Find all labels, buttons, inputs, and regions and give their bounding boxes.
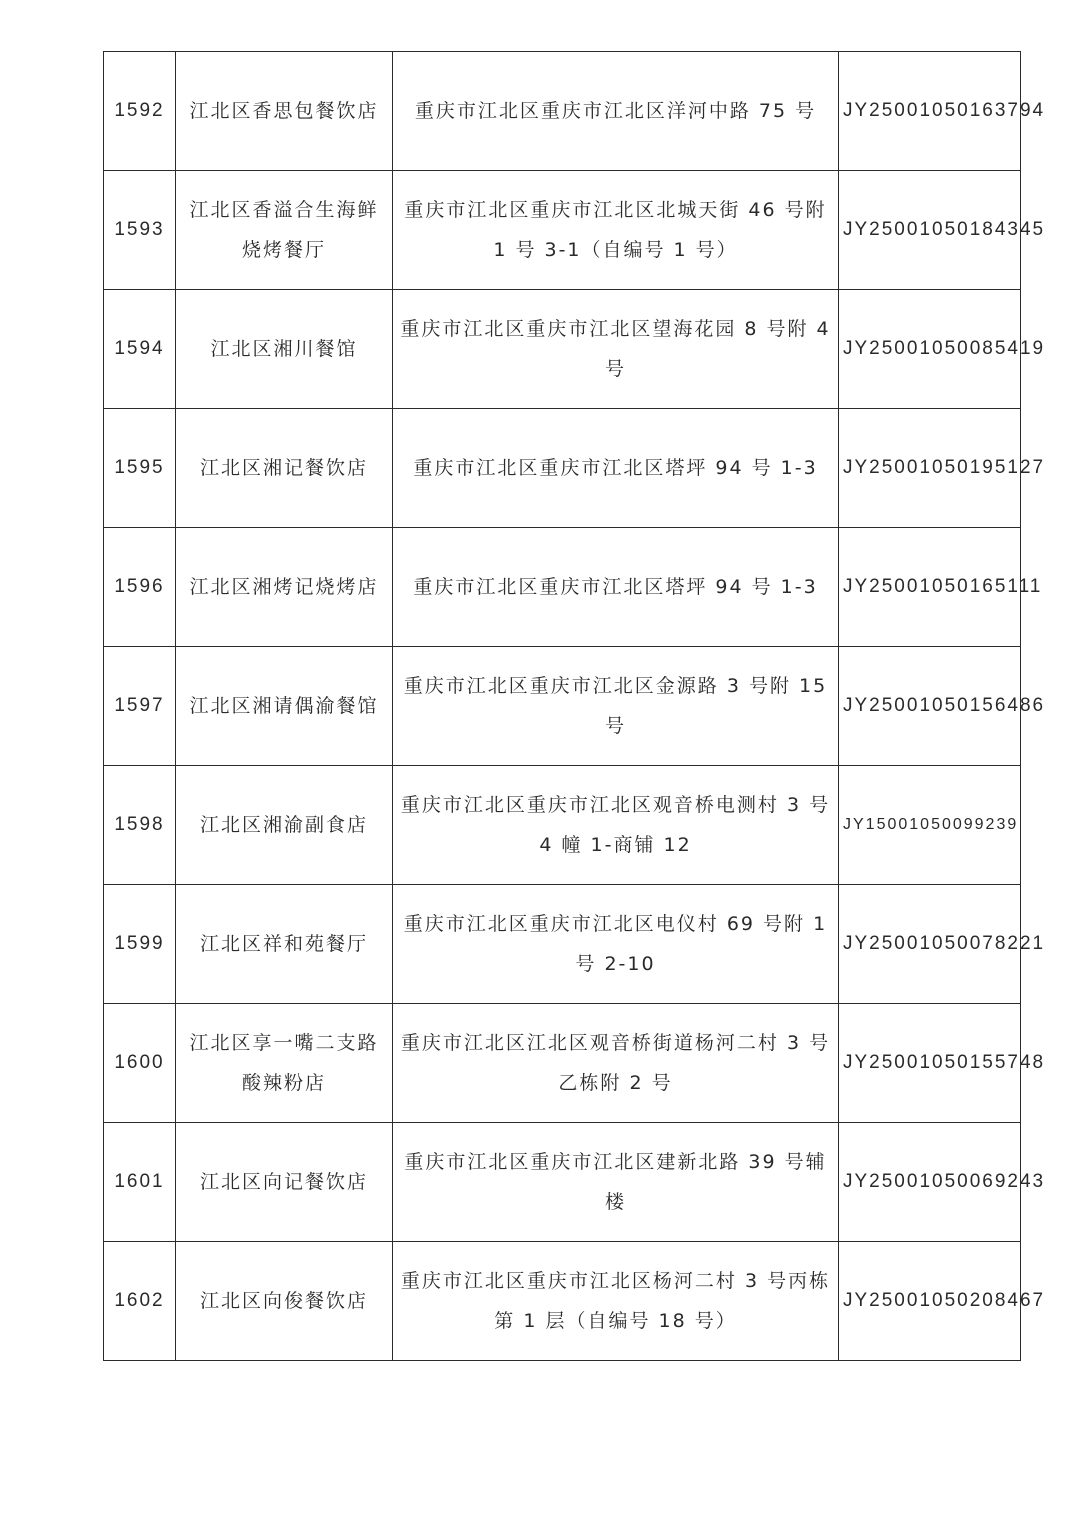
business-license-table	[103, 51, 1046, 1361]
table-row	[104, 290, 1021, 409]
business-address: 重庆市江北区重庆市江北区建新北路 39 号辅楼	[393, 1123, 839, 1242]
business-name: 江北区香思包餐饮店	[176, 52, 393, 171]
business-name: 江北区享一嘴二支路酸辣粉店	[176, 1004, 393, 1123]
table-row	[104, 885, 1021, 1004]
table-row	[104, 766, 1021, 885]
license-number: JY25001050155748	[839, 1004, 1021, 1123]
license-number: JY25001050163794	[839, 52, 1021, 171]
license-number: JY25001050069243	[839, 1123, 1021, 1242]
row-number: 1600	[104, 1004, 176, 1123]
business-name: 江北区湘记餐饮店	[176, 409, 393, 528]
business-address: 重庆市江北区重庆市江北区洋河中路 75 号	[393, 52, 839, 171]
license-number: JY25001050208467	[839, 1242, 1021, 1361]
business-address: 重庆市江北区江北区观音桥街道杨河二村 3 号乙栋附 2 号	[393, 1004, 839, 1123]
table-row	[104, 171, 1021, 290]
license-number: JY15001050099239	[839, 766, 1021, 885]
business-address: 重庆市江北区重庆市江北区塔坪 94 号 1-3	[393, 528, 839, 647]
row-number: 1601	[104, 1123, 176, 1242]
row-number: 1602	[104, 1242, 176, 1361]
business-name: 江北区湘渝副食店	[176, 766, 393, 885]
business-address: 重庆市江北区重庆市江北区电仪村 69 号附 1 号 2-10	[393, 885, 839, 1004]
row-number: 1597	[104, 647, 176, 766]
license-number: JY25001050165111	[839, 528, 1021, 647]
table-row	[104, 409, 1021, 528]
table-row	[104, 647, 1021, 766]
business-name: 江北区湘川餐馆	[176, 290, 393, 409]
table-row	[104, 1004, 1021, 1123]
business-name: 江北区向俊餐饮店	[176, 1242, 393, 1361]
business-address: 重庆市江北区重庆市江北区望海花园 8 号附 4 号	[393, 290, 839, 409]
license-number: JY25001050184345	[839, 171, 1021, 290]
business-name: 江北区湘请偶渝餐馆	[176, 647, 393, 766]
row-number: 1599	[104, 885, 176, 1004]
business-name: 江北区湘烤记烧烤店	[176, 528, 393, 647]
business-address: 重庆市江北区重庆市江北区杨河二村 3 号丙栋第 1 层（自编号 18 号）	[393, 1242, 839, 1361]
table-row	[104, 528, 1021, 647]
business-address: 重庆市江北区重庆市江北区塔坪 94 号 1-3	[393, 409, 839, 528]
license-number: JY25001050195127	[839, 409, 1021, 528]
row-number: 1596	[104, 528, 176, 647]
row-number: 1593	[104, 171, 176, 290]
business-name: 江北区香溢合生海鲜烧烤餐厅	[176, 171, 393, 290]
license-number: JY25001050078221	[839, 885, 1021, 1004]
business-name: 江北区祥和苑餐厅	[176, 885, 393, 1004]
business-address: 重庆市江北区重庆市江北区观音桥电测村 3 号 4 幢 1-商铺 12	[393, 766, 839, 885]
row-number: 1592	[104, 52, 176, 171]
table-row	[104, 1123, 1021, 1242]
business-address: 重庆市江北区重庆市江北区北城天街 46 号附 1 号 3-1（自编号 1 号）	[393, 171, 839, 290]
license-number: JY25001050156486	[839, 647, 1021, 766]
table-row	[104, 1242, 1021, 1361]
row-number: 1595	[104, 409, 176, 528]
business-address: 重庆市江北区重庆市江北区金源路 3 号附 15 号	[393, 647, 839, 766]
business-name: 江北区向记餐饮店	[176, 1123, 393, 1242]
table-row	[104, 52, 1021, 171]
row-number: 1594	[104, 290, 176, 409]
license-number: JY25001050085419	[839, 290, 1021, 409]
row-number: 1598	[104, 766, 176, 885]
